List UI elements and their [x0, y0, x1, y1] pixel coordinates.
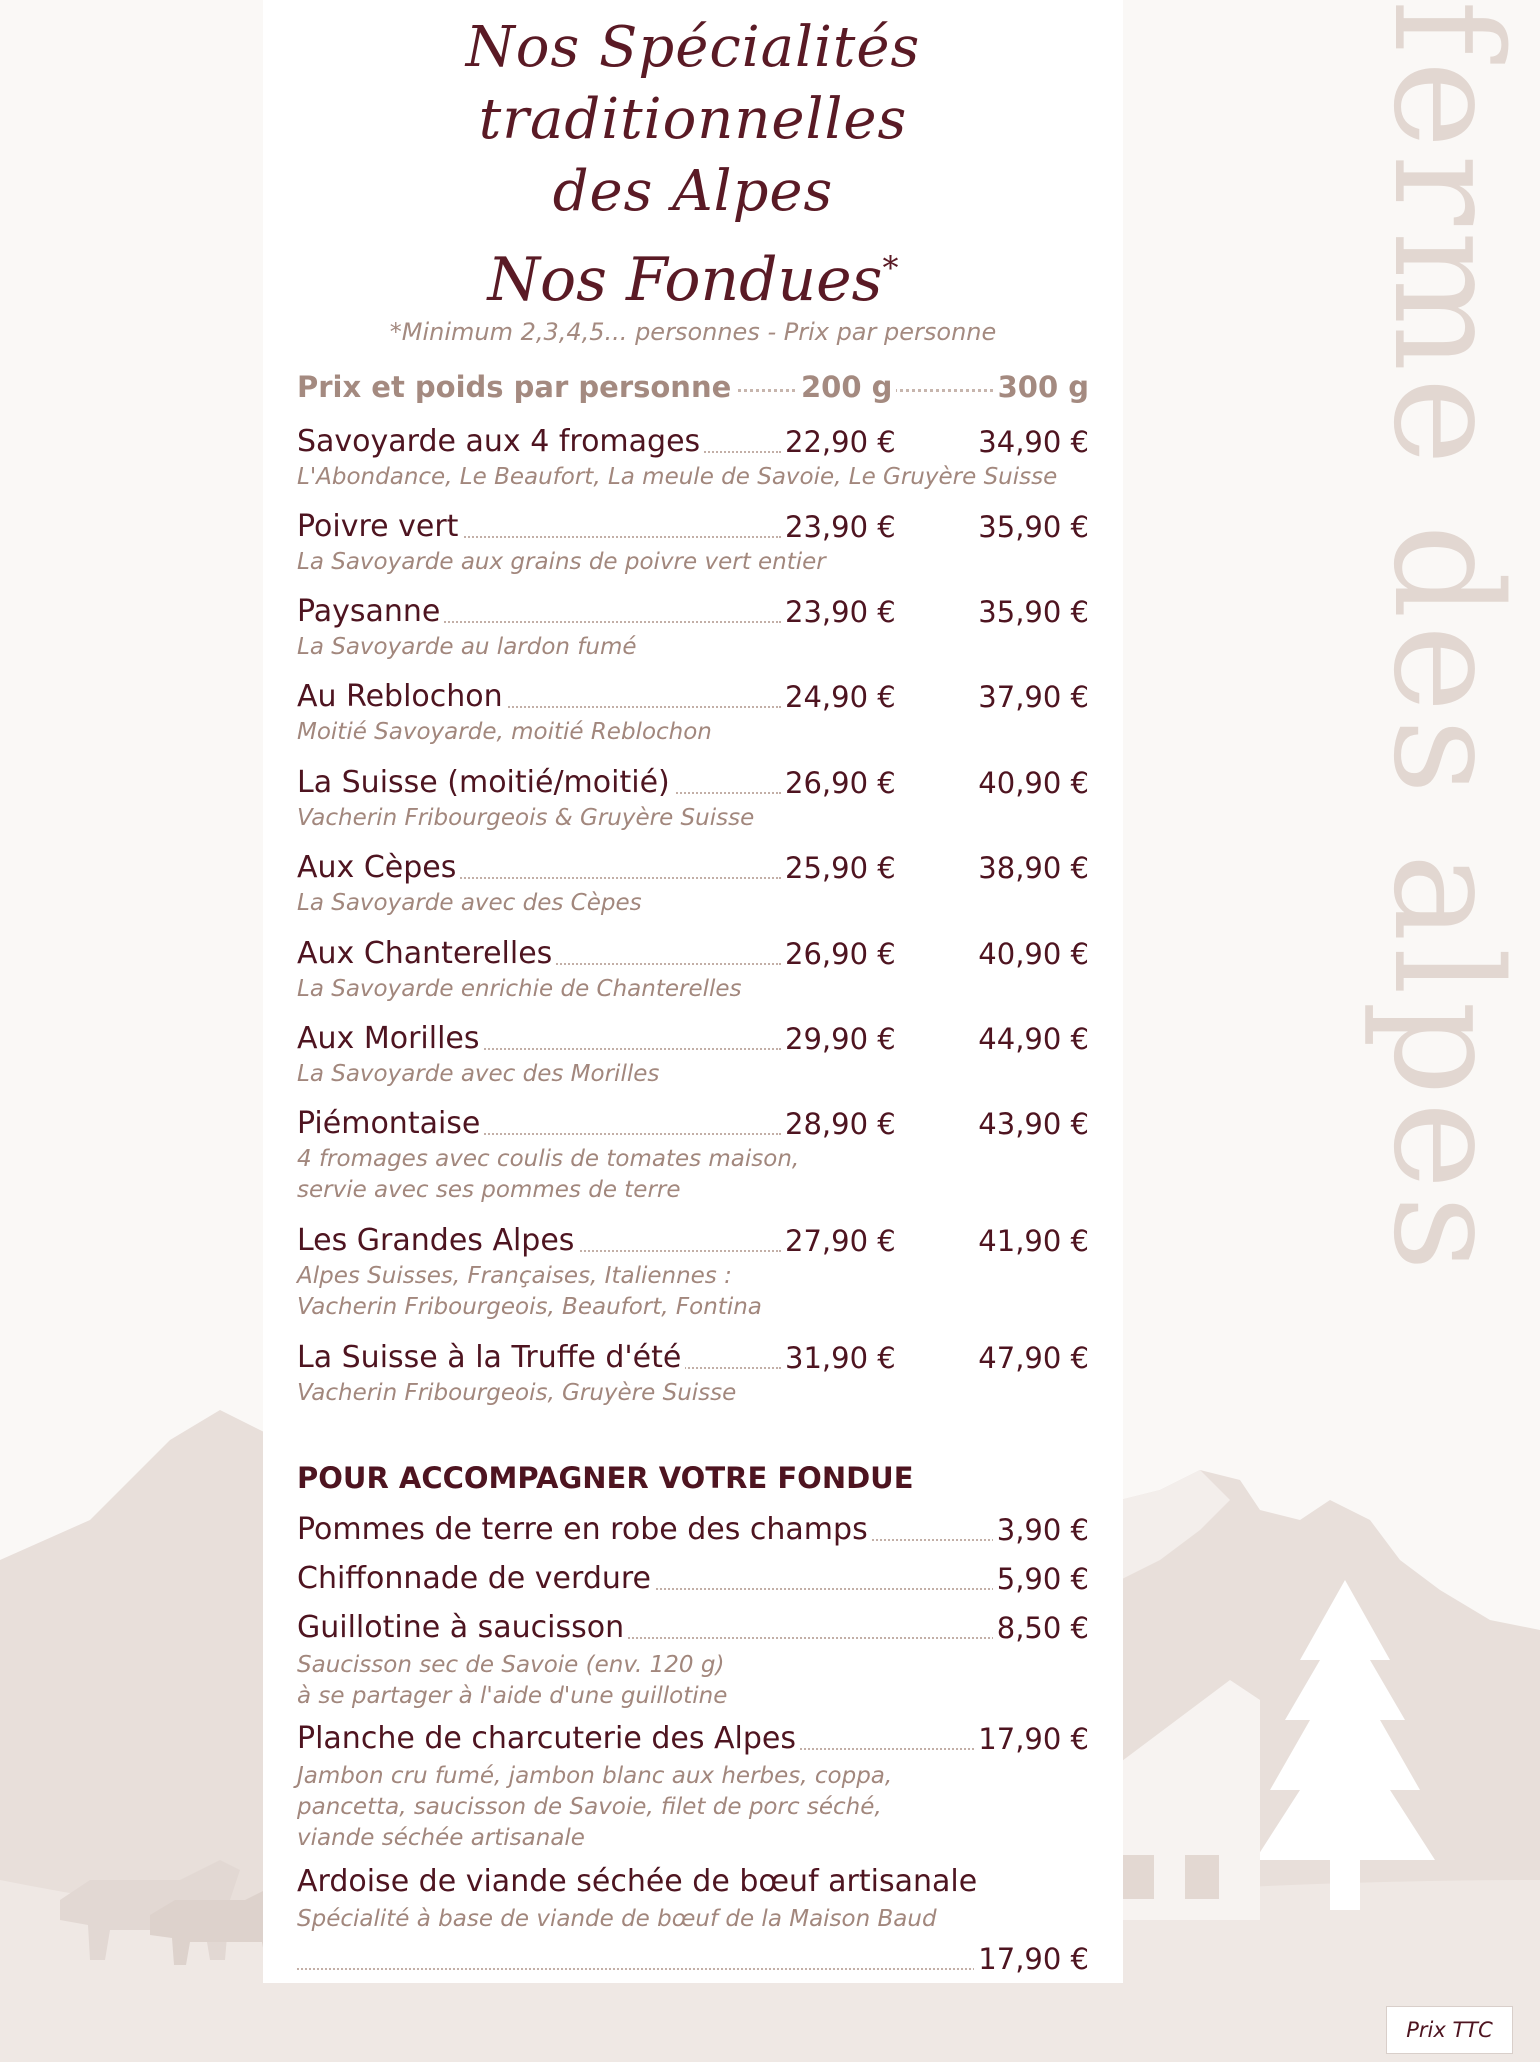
fondue-description: La Savoyarde au lardon fumé [297, 634, 637, 660]
header-label: Prix et poids par personne [297, 370, 735, 404]
accompaniment-name: Chiffonnade de verdure [297, 1557, 655, 1601]
accompaniment-price: 17,90 € [974, 1717, 1089, 1761]
fondue-description: Moitié Savoyarde, moitié Reblochon [297, 719, 712, 745]
fondue-item [297, 763, 1089, 834]
leader-dots [297, 1968, 987, 1970]
accompaniment-item [297, 1557, 1089, 1601]
price-200g: 28,90 € [785, 1107, 896, 1141]
fondue-description: La Savoyarde enrichie de Chanterelles [297, 976, 742, 1002]
fondues-heading-text: Nos Fondues [487, 245, 883, 315]
page-title-line-1: Nos Spécialités traditionnelles [465, 15, 921, 152]
accompaniment-item [297, 1717, 1089, 1854]
fondue-name: Aux Chanterelles [297, 934, 556, 974]
accompaniment-description: Jambon cru fumé, jambon blanc aux herbes, coppa, pancetta, saucisson de Savoie, filet de porc séché, viande séchée artisanale [297, 1763, 893, 1851]
fondues-column-header [297, 370, 1089, 410]
prix-ttc-label: Prix TTC [1386, 2006, 1513, 2054]
header-weight-200: 200 g [797, 370, 896, 404]
fondue-item [297, 1221, 1089, 1323]
price-300g: 35,90 € [978, 510, 1089, 544]
fondue-item [297, 592, 1089, 663]
brand-vertical-text: ferme des alpes [1361, 0, 1533, 1278]
chalet-window-shape [1120, 1855, 1154, 1899]
price-300g: 43,90 € [978, 1107, 1089, 1141]
fondue-description: 4 fromages avec coulis de tomates maison, servie avec ses pommes de terre [297, 1146, 800, 1203]
price-200g: 24,90 € [785, 680, 896, 714]
fondues-heading-mark: * [882, 249, 899, 287]
fondue-item [297, 507, 1089, 578]
price-200g: 26,90 € [785, 766, 896, 800]
price-200g: 25,90 € [785, 851, 896, 885]
accompaniment-item [297, 1508, 1089, 1552]
price-200g: 22,90 € [785, 425, 896, 459]
fondue-name: Paysanne [297, 592, 444, 632]
price-200g: 27,90 € [785, 1224, 896, 1258]
fondues-heading [263, 228, 1123, 320]
price-300g: 40,90 € [978, 766, 1089, 800]
accompaniment-item [297, 1606, 1089, 1712]
price-200g: 23,90 € [785, 510, 896, 544]
fondues-note: *Minimum 2,3,4,5... personnes - Prix par personne [389, 318, 997, 346]
accompaniment-name: Guillotine à saucisson [297, 1606, 628, 1650]
page-title-line-2: des Alpes [552, 159, 834, 224]
price-300g: 35,90 € [978, 595, 1089, 629]
price-300g: 40,90 € [978, 937, 1089, 971]
fondue-item [297, 422, 1089, 493]
fondue-description: Vacherin Fribourgeois, Gruyère Suisse [297, 1380, 737, 1406]
price-200g: 23,90 € [785, 595, 896, 629]
fondue-name: La Suisse à la Truffe d'été [297, 1338, 685, 1378]
fondue-name: La Suisse (moitié/moitié) [297, 763, 674, 803]
price-300g: 37,90 € [978, 680, 1089, 714]
price-300g: 38,90 € [978, 851, 1089, 885]
header-weight-300: 300 g [994, 370, 1089, 404]
accompaniment-price: 8,50 € [993, 1606, 1089, 1650]
accompaniment-name: Pommes de terre en robe des champs [297, 1508, 872, 1552]
price-200g: 31,90 € [785, 1341, 896, 1375]
accompaniment-description: Saucisson sec de Savoie (env. 120 g) à se partager à l'aide d'une guillotine [297, 1652, 728, 1709]
accompaniment-price: 5,90 € [993, 1557, 1089, 1601]
price-300g: 47,90 € [978, 1341, 1089, 1375]
fondue-name: Piémontaise [297, 1104, 484, 1144]
price-300g: 41,90 € [978, 1224, 1089, 1258]
price-200g: 29,90 € [785, 1022, 896, 1056]
fondue-description: La Savoyarde aux grains de poivre vert entier [297, 549, 826, 575]
accompaniment-price: 17,90 € [974, 1937, 1089, 1981]
page-title [263, 12, 1123, 228]
fondue-name: Les Grandes Alpes [297, 1221, 578, 1261]
accompaniments-heading: POUR ACCOMPAGNER VOTRE FONDUE [297, 1461, 914, 1495]
fondue-description: La Savoyarde avec des Cèpes [297, 890, 642, 916]
accompaniment-name: Ardoise de viande séchée de bœuf artisanale [297, 1860, 981, 1904]
fondue-item [297, 1338, 1089, 1409]
fondue-item [297, 1019, 1089, 1090]
fondue-name: Savoyarde aux 4 fromages [297, 422, 704, 462]
accompaniment-name: Planche de charcuterie des Alpes [297, 1717, 800, 1761]
price-300g: 34,90 € [978, 425, 1089, 459]
fondue-item [297, 1104, 1089, 1206]
fondue-description: Alpes Suisses, Françaises, Italiennes : Vacherin Fribourgeois, Beaufort, Fontina [297, 1263, 762, 1320]
fondue-name: Aux Morilles [297, 1019, 484, 1059]
price-200g: 26,90 € [785, 937, 896, 971]
chalet-window-shape [1185, 1855, 1219, 1899]
fondue-name: Aux Cèpes [297, 848, 460, 888]
fondue-name: Au Reblochon [297, 677, 507, 717]
fondue-item [297, 677, 1089, 748]
fondue-name: Poivre vert [297, 507, 462, 547]
fondue-item [297, 848, 1089, 919]
accompaniment-description: Spécialité à base de viande de bœuf de la Maison Baud [297, 1906, 937, 1932]
fondue-description: Vacherin Fribourgeois & Gruyère Suisse [297, 805, 755, 831]
fondue-description: La Savoyarde avec des Morilles [297, 1061, 660, 1087]
fondue-description: L'Abondance, Le Beaufort, La meule de Savoie, Le Gruyère Suisse [297, 464, 1058, 490]
price-300g: 44,90 € [978, 1022, 1089, 1056]
accompaniment-price: 3,90 € [993, 1508, 1089, 1552]
accompaniment-item [297, 1860, 1089, 1981]
fondue-item [297, 934, 1089, 1005]
